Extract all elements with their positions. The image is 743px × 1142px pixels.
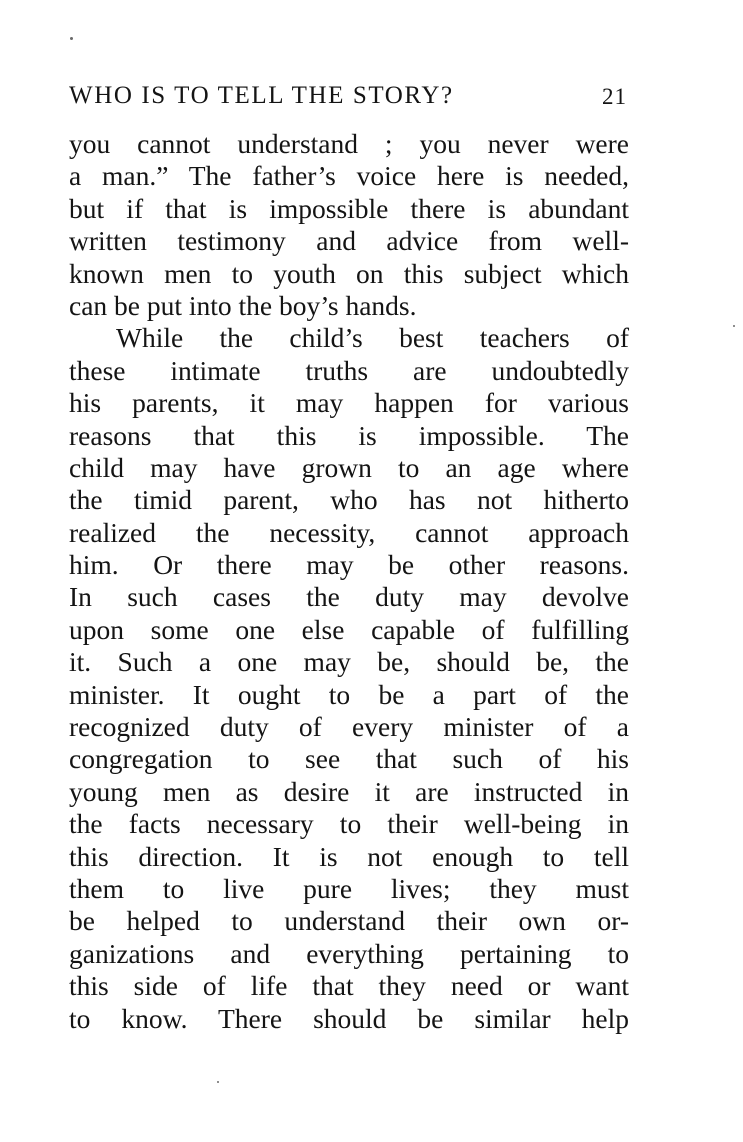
text-line: him. Or there may be other reasons. (69, 549, 629, 581)
text-line: reasons that this is impossible. The (69, 419, 629, 451)
text-line: but if that is impossible there is abundant (69, 192, 629, 224)
text-line: it. Such a one may be, should be, the (69, 646, 629, 678)
running-head-title: WHO IS TO TELL THE STORY? (69, 82, 454, 109)
text-line: them to live pure lives; they must (69, 872, 629, 904)
text-line: young men as desire it are instructed in (69, 775, 629, 807)
text-line: realized the necessity, cannot approach (69, 516, 629, 548)
paragraph-1 (69, 128, 629, 322)
text-line: be helped to understand their own or- (69, 905, 629, 937)
text-line: upon some one else capable of fulfilling (69, 613, 629, 645)
ink-speck (733, 325, 735, 327)
text-line: his parents, it may happen for various (69, 387, 629, 419)
ink-speck (70, 37, 73, 40)
text-line: the timid parent, who has not hitherto (69, 484, 629, 516)
text-line: known men to youth on this subject which (69, 257, 629, 289)
text-line: recognized duty of every minister of a (69, 711, 629, 743)
paragraph-2 (69, 322, 629, 1035)
text-line: this direction. It is not enough to tell (69, 840, 629, 872)
text-line: these intimate truths are undoubtedly (69, 354, 629, 386)
text-line: this side of life that they need or want (69, 970, 629, 1002)
body-text (69, 128, 629, 1035)
text-line: child may have grown to an age where (69, 451, 629, 483)
text-line: written testimony and advice from well- (69, 225, 629, 257)
text-line: to know. There should be similar help (69, 1002, 629, 1034)
page-number: 21 (602, 84, 627, 109)
text-line: can be put into the boy’s hands. (69, 289, 417, 321)
text-line: congregation to see that such of his (69, 743, 629, 775)
text-line: In such cases the duty may devolve (69, 581, 629, 613)
text-line: ganizations and everything pertaining to (69, 937, 629, 969)
text-line: a man.” The father’s voice here is needed, (69, 160, 629, 192)
text-line: While the child’s best teachers of (116, 322, 629, 354)
running-head (69, 79, 629, 113)
text-line: you cannot understand ; you never were (69, 128, 629, 159)
text-line: minister. It ought to be a part of the (69, 678, 629, 710)
ink-speck (217, 1081, 219, 1083)
text-line: the facts necessary to their well-being in (69, 808, 629, 840)
